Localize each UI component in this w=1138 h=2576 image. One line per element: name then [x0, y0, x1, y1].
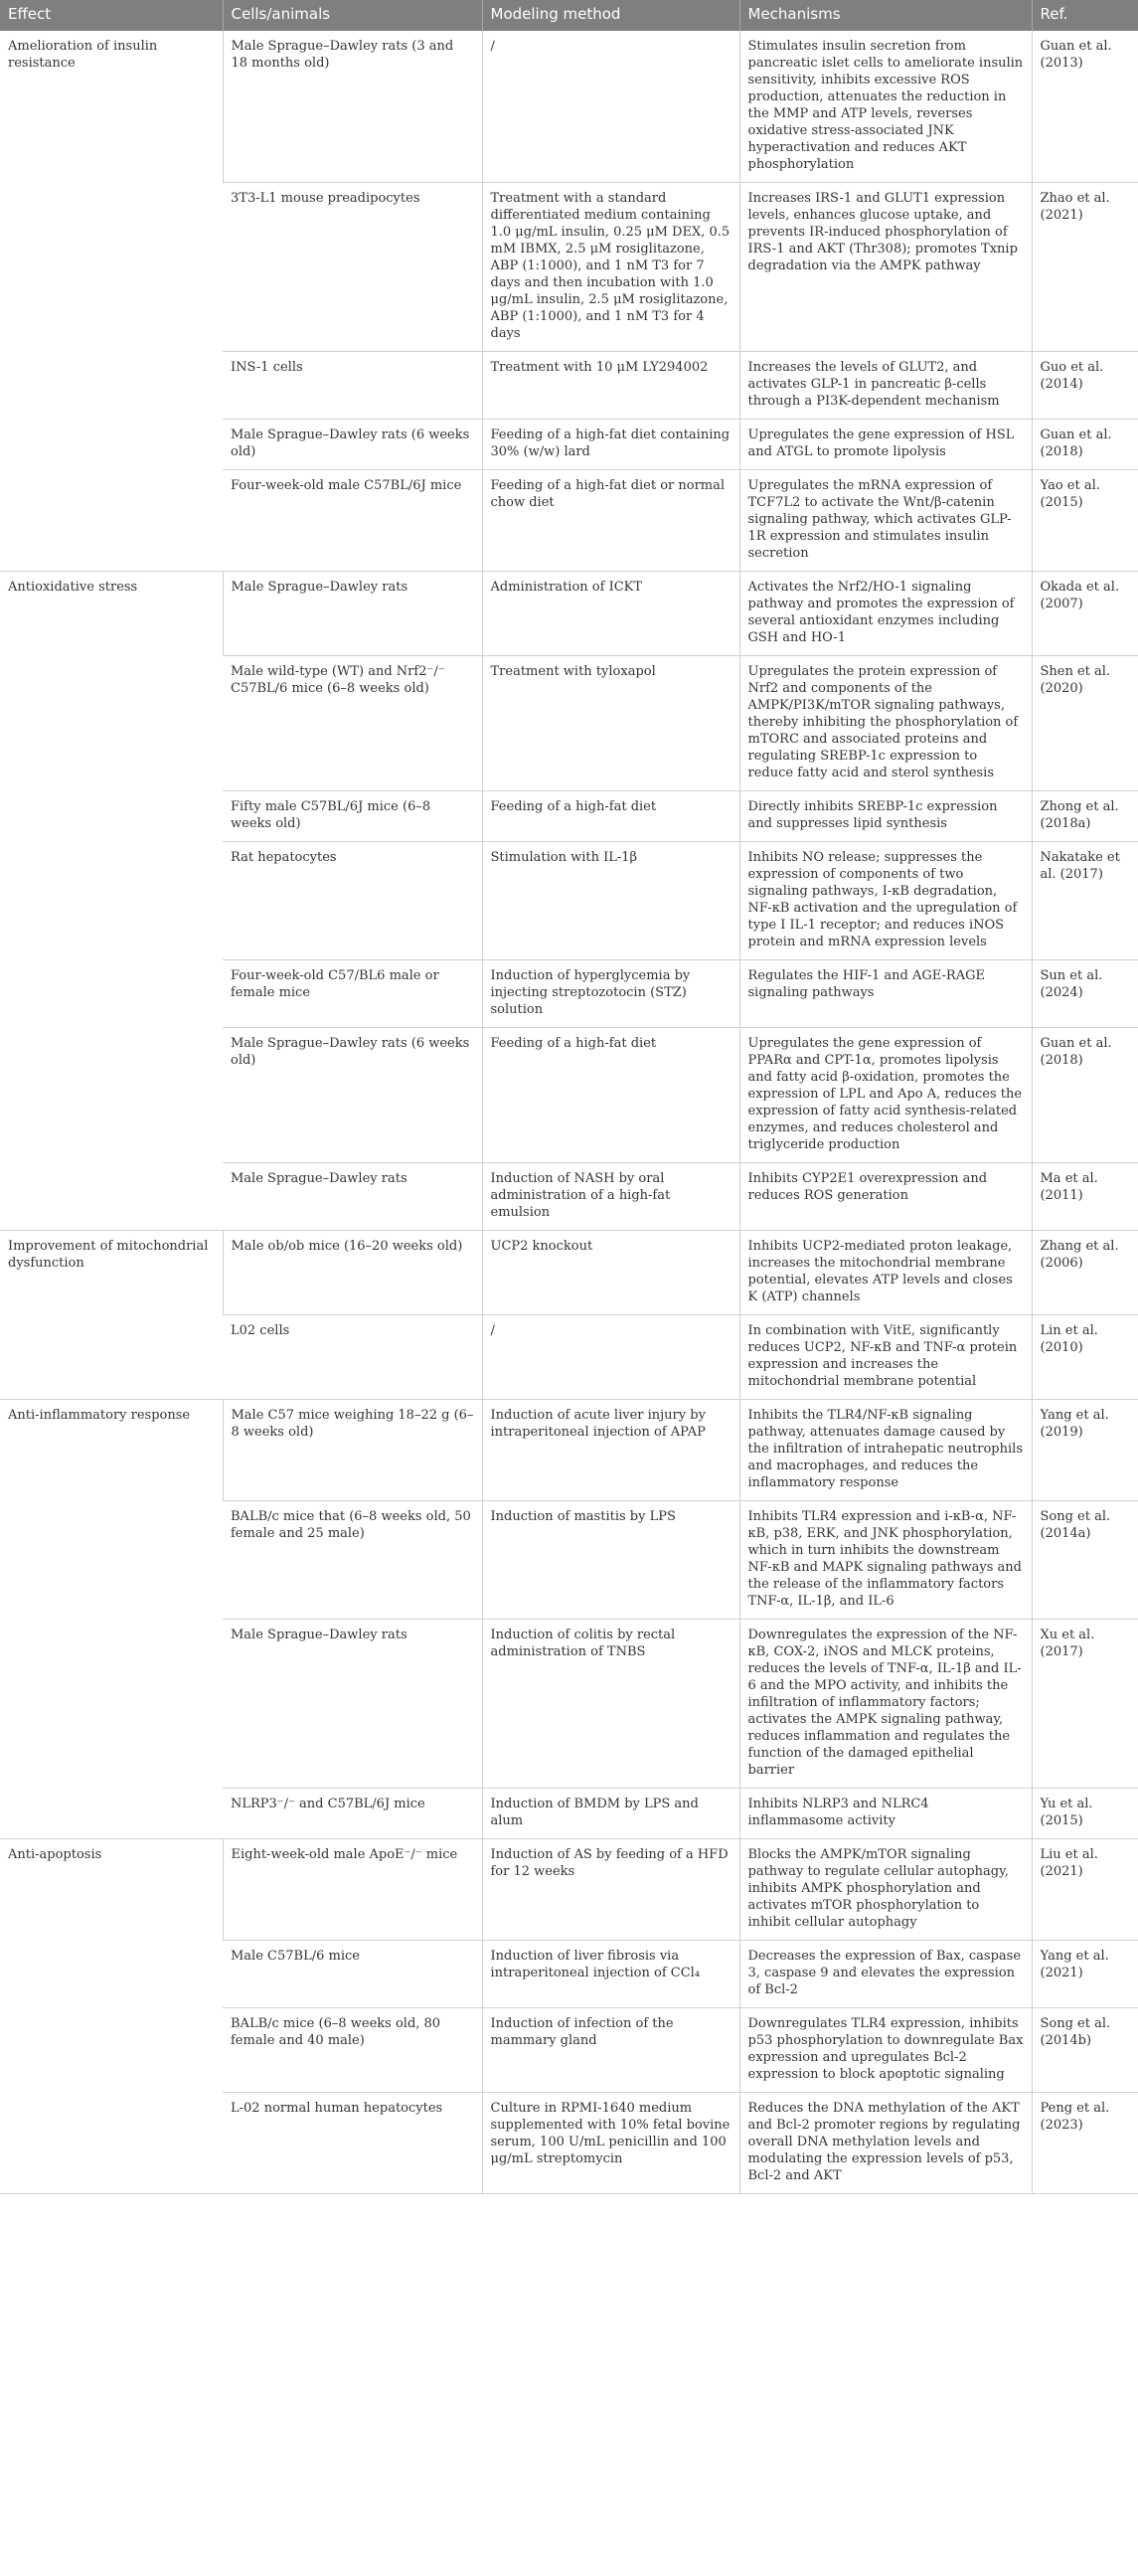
cells-animals-cell: Rat hepatocytes — [223, 842, 482, 960]
cells-animals-cell: Male Sprague–Dawley rats — [223, 1620, 482, 1789]
cells-animals-cell: Male Sprague–Dawley rats (6 weeks old) — [223, 420, 482, 470]
modeling-method-cell: Treatment with 10 μM LY294002 — [482, 352, 739, 420]
modeling-method-cell: Feeding of a high-fat diet containing 30% (w/w) lard — [482, 420, 739, 470]
modeling-method-cell: / — [482, 31, 739, 183]
table-row — [0, 31, 1138, 183]
mechanism-cell: Upregulates the gene expression of PPARα and CPT-1α, promotes lipolysis and fatty acid β-oxidation, promotes the expression of LPL and Apo A, reduces the expression of fatty acid synthesis-related enzymes, and reduces cholesterol and triglyceride production — [739, 1028, 1032, 1163]
cells-animals-cell: BALB/c mice that (6–8 weeks old, 50 female and 25 male) — [223, 1501, 482, 1620]
mechanism-cell: Regulates the HIF-1 and AGE-RAGE signaling pathways — [739, 960, 1032, 1028]
effect-cell: Improvement of mitochondrial dysfunction — [0, 1231, 223, 1400]
mechanism-cell: Reduces the DNA methylation of the AKT and Bcl-2 promoter regions by regulating overall DNA methylation levels and modulating the expression levels of p53, Bcl-2 and AKT — [739, 2093, 1032, 2194]
mechanism-cell: Increases the levels of GLUT2, and activates GLP-1 in pancreatic β-cells through a PI3K-dependent mechanism — [739, 352, 1032, 420]
modeling-method-cell: Treatment with a standard differentiated medium containing 1.0 μg/mL insulin, 0.25 μM DEX, 0.5 mM IBMX, 2.5 μM rosiglitazone, ABP (1:1000), and 1 nM T3 for 7 days and then incubation with 1.0 μg/mL insulin, 2.5 μM rosiglitazone, ABP (1:1000), and 1 nM T3 for 4 days — [482, 183, 739, 352]
cells-animals-cell: Male Sprague–Dawley rats (3 and 18 months old) — [223, 31, 482, 183]
mechanism-cell: Upregulates the protein expression of Nrf2 and components of the AMPK/PI3K/mTOR signaling pathways, thereby inhibiting the phosphorylation of mTORC and associated proteins and regulating SREBP-1c expression to reduce fatty acid and sterol synthesis — [739, 656, 1032, 791]
ref-cell: Peng et al. (2023) — [1032, 2093, 1138, 2194]
mechanism-cell: Downregulates the expression of the NF-κB, COX-2, iNOS and MLCK proteins, reduces the levels of TNF-α, IL-1β and IL-6 and the MPO activity, and inhibits the infiltration of inflammatory factors; activates the AMPK signaling pathway, reduces inflammation and regulates the function of the damaged epithelial barrier — [739, 1620, 1032, 1789]
modeling-method-cell: Induction of BMDM by LPS and alum — [482, 1789, 739, 1839]
cells-animals-cell: BALB/c mice (6–8 weeks old, 80 female and 40 male) — [223, 2008, 482, 2093]
mechanism-cell: Increases IRS-1 and GLUT1 expression levels, enhances glucose uptake, and prevents IR-induced phosphorylation of IRS-1 and AKT (Thr308); promotes Txnip degradation via the AMPK pathway — [739, 183, 1032, 352]
cells-animals-cell: Male Sprague–Dawley rats — [223, 1163, 482, 1231]
table-header-row — [0, 0, 1138, 31]
table-row — [0, 1839, 1138, 1941]
cells-animals-cell: Male C57BL/6 mice — [223, 1941, 482, 2008]
ref-cell: Liu et al. (2021) — [1032, 1839, 1138, 1941]
ref-cell: Okada et al. (2007) — [1032, 572, 1138, 656]
table-row — [0, 1231, 1138, 1315]
modeling-method-cell: Administration of ICKT — [482, 572, 739, 656]
modeling-method-cell: Feeding of a high-fat diet — [482, 1028, 739, 1163]
cells-animals-cell: Male C57 mice weighing 18–22 g (6–8 weeks old) — [223, 1400, 482, 1501]
modeling-method-cell: UCP2 knockout — [482, 1231, 739, 1315]
mechanism-cell: Inhibits TLR4 expression and i-κB-α, NF-κB, p38, ERK, and JNK phosphorylation, which in turn inhibits the downstream NF-κB and MAPK signaling pathways and the release of the inflammatory factors TNF-α, IL-1β, and IL-6 — [739, 1501, 1032, 1620]
cells-animals-cell: Male Sprague–Dawley rats — [223, 572, 482, 656]
ref-cell: Zhao et al. (2021) — [1032, 183, 1138, 352]
modeling-method-cell: Culture in RPMI-1640 medium supplemented with 10% fetal bovine serum, 100 U/mL penicillin and 100 μg/mL streptomycin — [482, 2093, 739, 2194]
cells-animals-cell: INS-1 cells — [223, 352, 482, 420]
modeling-method-cell: Induction of liver fibrosis via intraperitoneal injection of CCl₄ — [482, 1941, 739, 2008]
mechanism-cell: Inhibits the TLR4/NF-κB signaling pathway, attenuates damage caused by the infiltration of intrahepatic neutrophils and macrophages, and reduces the inflammatory response — [739, 1400, 1032, 1501]
cells-animals-cell: NLRP3⁻/⁻ and C57BL/6J mice — [223, 1789, 482, 1839]
modeling-method-cell: Feeding of a high-fat diet — [482, 791, 739, 842]
modeling-method-cell: Induction of AS by feeding of a HFD for 12 weeks — [482, 1839, 739, 1941]
header-ref: Ref. — [1032, 0, 1138, 31]
ref-cell: Yao et al. (2015) — [1032, 470, 1138, 572]
cells-animals-cell: L-02 normal human hepatocytes — [223, 2093, 482, 2194]
mechanism-cell: Inhibits NLRP3 and NLRC4 inflammasome activity — [739, 1789, 1032, 1839]
ref-cell: Sun et al. (2024) — [1032, 960, 1138, 1028]
mechanism-cell: Upregulates the gene expression of HSL and ATGL to promote lipolysis — [739, 420, 1032, 470]
mechanism-cell: Inhibits UCP2-mediated proton leakage, increases the mitochondrial membrane potential, elevates ATP levels and closes K (ATP) channels — [739, 1231, 1032, 1315]
ref-cell: Shen et al. (2020) — [1032, 656, 1138, 791]
cells-animals-cell: Eight-week-old male ApoE⁻/⁻ mice — [223, 1839, 482, 1941]
ref-cell: Song et al. (2014b) — [1032, 2008, 1138, 2093]
mechanism-cell: Inhibits CYP2E1 overexpression and reduces ROS generation — [739, 1163, 1032, 1231]
cells-animals-cell: 3T3-L1 mouse preadipocytes — [223, 183, 482, 352]
ref-cell: Guo et al. (2014) — [1032, 352, 1138, 420]
modeling-method-cell: / — [482, 1315, 739, 1400]
ref-cell: Zhong et al. (2018a) — [1032, 791, 1138, 842]
effect-cell: Anti-inflammatory response — [0, 1400, 223, 1839]
ref-cell: Yang et al. (2019) — [1032, 1400, 1138, 1501]
cells-animals-cell: Four-week-old male C57BL/6J mice — [223, 470, 482, 572]
ref-cell: Guan et al. (2013) — [1032, 31, 1138, 183]
table-body — [0, 31, 1138, 2194]
mechanism-cell: Decreases the expression of Bax, caspase 3, caspase 9 and elevates the expression of Bcl-2 — [739, 1941, 1032, 2008]
header-cells-animals: Cells/animals — [223, 0, 482, 31]
ref-cell: Yu et al. (2015) — [1032, 1789, 1138, 1839]
modeling-method-cell: Induction of mastitis by LPS — [482, 1501, 739, 1620]
ref-cell: Guan et al. (2018) — [1032, 420, 1138, 470]
cells-animals-cell: Fifty male C57BL/6J mice (6–8 weeks old) — [223, 791, 482, 842]
modeling-method-cell: Treatment with tyloxapol — [482, 656, 739, 791]
mechanism-cell: Directly inhibits SREBP-1c expression and suppresses lipid synthesis — [739, 791, 1032, 842]
cells-animals-cell: Male Sprague–Dawley rats (6 weeks old) — [223, 1028, 482, 1163]
cells-animals-cell: Male ob/ob mice (16–20 weeks old) — [223, 1231, 482, 1315]
effect-cell: Antioxidative stress — [0, 572, 223, 1231]
mechanism-cell: Inhibits NO release; suppresses the expression of components of two signaling pathways, I-κB degradation, NF-κB activation and the upregulation of type I IL-1 receptor; and reduces iNOS protein and mRNA expression levels — [739, 842, 1032, 960]
cells-animals-cell: Male wild-type (WT) and Nrf2⁻/⁻ C57BL/6 mice (6–8 weeks old) — [223, 656, 482, 791]
cells-animals-cell: Four-week-old C57/BL6 male or female mice — [223, 960, 482, 1028]
ref-cell: Nakatake et al. (2017) — [1032, 842, 1138, 960]
header-mechanisms: Mechanisms — [739, 0, 1032, 31]
ref-cell: Guan et al. (2018) — [1032, 1028, 1138, 1163]
ref-cell: Lin et al. (2010) — [1032, 1315, 1138, 1400]
cells-animals-cell: L02 cells — [223, 1315, 482, 1400]
modeling-method-cell: Induction of NASH by oral administration of a high-fat emulsion — [482, 1163, 739, 1231]
mechanism-cell: Blocks the AMPK/mTOR signaling pathway to regulate cellular autophagy, inhibits AMPK phosphorylation and activates mTOR phosphorylation to inhibit cellular autophagy — [739, 1839, 1032, 1941]
modeling-method-cell: Stimulation with IL-1β — [482, 842, 739, 960]
ref-cell: Yang et al. (2021) — [1032, 1941, 1138, 2008]
mechanism-cell: Stimulates insulin secretion from pancreatic islet cells to ameliorate insulin sensitivity, inhibits excessive ROS production, attenuates the reduction in the MMP and ATP levels, reverses oxidative stress-associated JNK hyperactivation and reduces AKT phosphorylation — [739, 31, 1032, 183]
ref-cell: Zhang et al. (2006) — [1032, 1231, 1138, 1315]
table-row — [0, 1400, 1138, 1501]
modeling-method-cell: Induction of colitis by rectal administration of TNBS — [482, 1620, 739, 1789]
modeling-method-cell: Feeding of a high-fat diet or normal chow diet — [482, 470, 739, 572]
ref-cell: Song et al. (2014a) — [1032, 1501, 1138, 1620]
mechanism-cell: Downregulates TLR4 expression, inhibits p53 phosphorylation to downregulate Bax expression and upregulates Bcl-2 expression to block apoptotic signaling — [739, 2008, 1032, 2093]
effect-cell: Anti-apoptosis — [0, 1839, 223, 2194]
modeling-method-cell: Induction of hyperglycemia by injecting streptozotocin (STZ) solution — [482, 960, 739, 1028]
header-effect: Effect — [0, 0, 223, 31]
modeling-method-cell: Induction of acute liver injury by intraperitoneal injection of APAP — [482, 1400, 739, 1501]
effect-cell: Amelioration of insulin resistance — [0, 31, 223, 572]
ref-cell: Xu et al. (2017) — [1032, 1620, 1138, 1789]
modeling-method-cell: Induction of infection of the mammary gland — [482, 2008, 739, 2093]
mechanism-cell: Activates the Nrf2/HO-1 signaling pathway and promotes the expression of several antioxidant enzymes including GSH and HO-1 — [739, 572, 1032, 656]
header-modeling-method: Modeling method — [482, 0, 739, 31]
table-row — [0, 572, 1138, 656]
mechanism-cell: In combination with VitE, significantly reduces UCP2, NF-κB and TNF-α protein expression and increases the mitochondrial membrane potential — [739, 1315, 1032, 1400]
ref-cell: Ma et al. (2011) — [1032, 1163, 1138, 1231]
mechanism-cell: Upregulates the mRNA expression of TCF7L2 to activate the Wnt/β-catenin signaling pathway, which activates GLP-1R expression and stimulates insulin secretion — [739, 470, 1032, 572]
